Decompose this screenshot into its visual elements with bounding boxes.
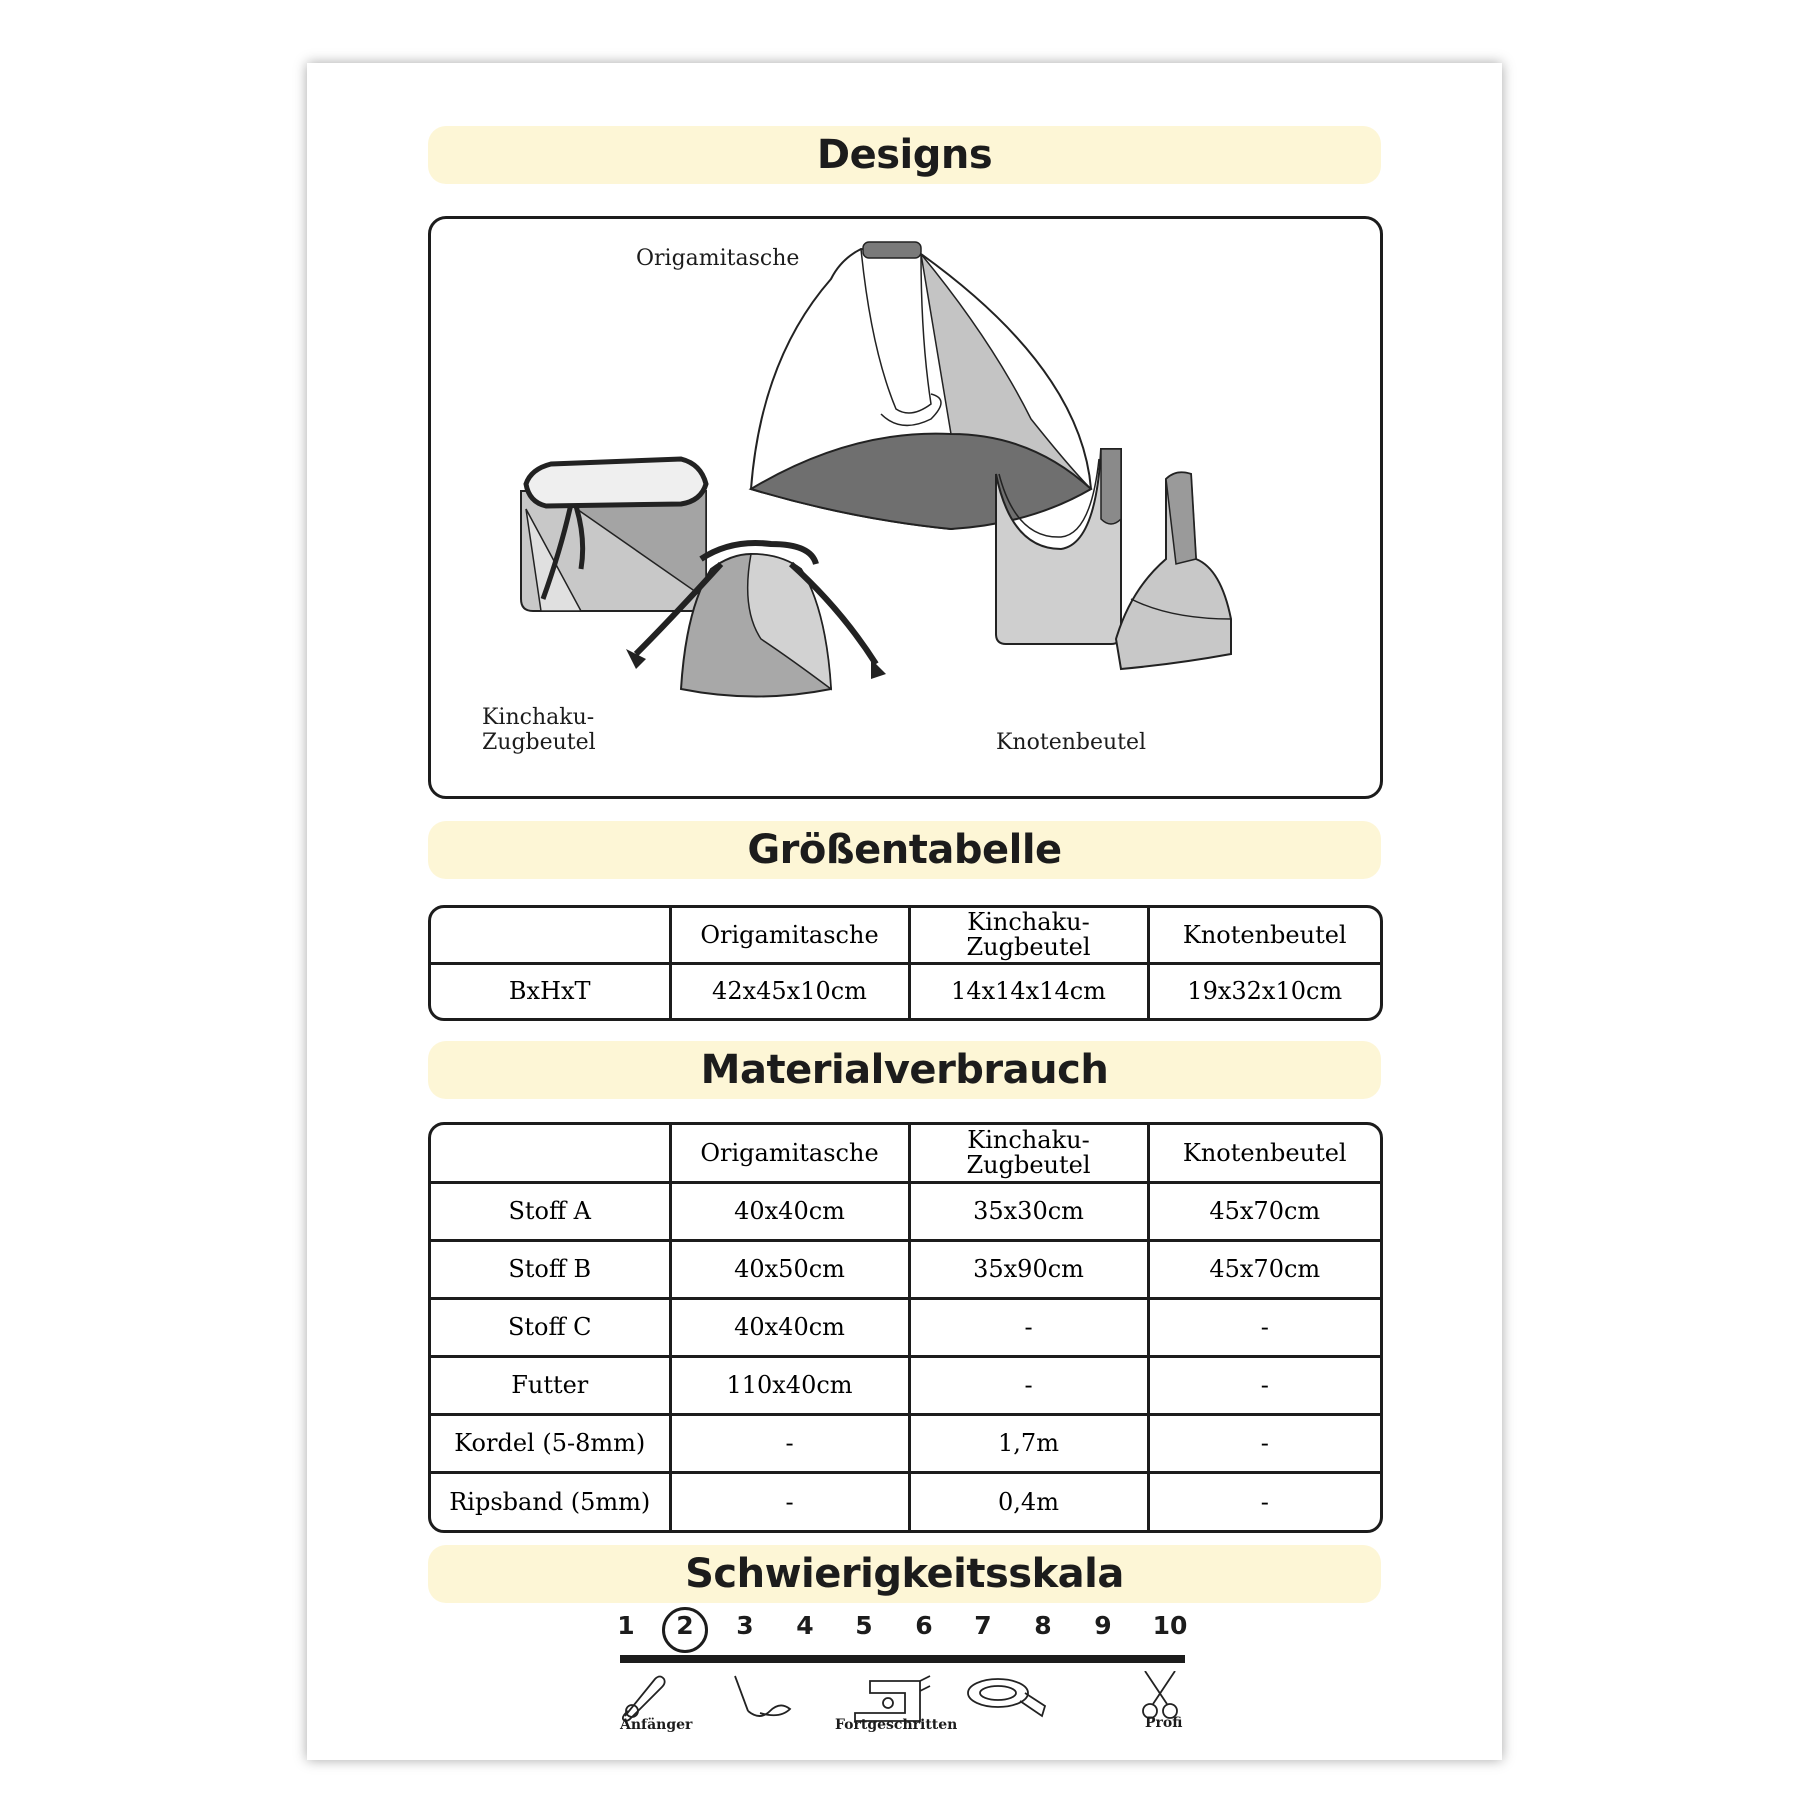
table-cell: 40x50cm	[670, 1240, 909, 1298]
size-table-heading: Größentabelle	[428, 821, 1381, 879]
table-cell: Ripsband (5mm)	[431, 1472, 670, 1530]
difficulty-bar	[620, 1655, 1185, 1663]
level-number: 5	[855, 1611, 873, 1640]
needle-thread-icon	[735, 1676, 790, 1716]
measuring-tape-icon	[968, 1679, 1045, 1716]
kinchaku-box-illustration	[521, 459, 706, 611]
table-cell: 35x30cm	[909, 1182, 1148, 1240]
table-row	[431, 1298, 1380, 1356]
table-cell: -	[1148, 1356, 1380, 1414]
table-cell: Stoff A	[431, 1182, 670, 1240]
header-cell: Origamitasche	[670, 1125, 909, 1182]
table-row	[431, 1240, 1380, 1298]
table-cell: -	[670, 1472, 909, 1530]
level-number: 4	[796, 1611, 814, 1640]
table-cell: 1,7m	[909, 1414, 1148, 1472]
safety-pin-icon	[623, 1677, 665, 1722]
origami-bag-illustration	[751, 242, 1091, 529]
level-number: 1	[617, 1611, 635, 1640]
label-knotenbeutel: Knotenbeutel	[996, 730, 1147, 755]
difficulty-scale	[617, 1611, 1190, 1733]
header-cell	[431, 908, 670, 963]
scissors-icon	[1143, 1671, 1177, 1718]
table-cell: -	[1148, 1298, 1380, 1356]
table-cell: -	[909, 1298, 1148, 1356]
sewing-machine-icon	[855, 1676, 930, 1721]
table-cell: 42x45x10cm	[670, 963, 909, 1018]
table-row	[431, 1414, 1380, 1472]
table-cell: -	[909, 1356, 1148, 1414]
table-cell: Futter	[431, 1356, 670, 1414]
table-row	[431, 1356, 1380, 1414]
level-number: 10	[1152, 1611, 1188, 1640]
table-row	[431, 1182, 1380, 1240]
header-line: Kinchaku-	[967, 1125, 1090, 1154]
size-table	[428, 905, 1383, 1021]
table-cell: Stoff B	[431, 1240, 670, 1298]
table-cell: 40x40cm	[670, 1182, 909, 1240]
table-cell: 35x90cm	[909, 1240, 1148, 1298]
label-kinchaku-line2: Zugbeutel	[482, 730, 596, 755]
header-cell	[431, 1125, 670, 1182]
header-cell: Knotenbeutel	[1148, 908, 1380, 963]
header-cell	[909, 908, 1148, 963]
table-cell: 0,4m	[909, 1472, 1148, 1530]
table-row	[431, 963, 1380, 1018]
table-cell: Kordel (5-8mm)	[431, 1414, 670, 1472]
material-heading: Materialverbrauch	[428, 1041, 1381, 1099]
table-cell: -	[1148, 1414, 1380, 1472]
level-number: 3	[736, 1611, 754, 1640]
table-cell: 45x70cm	[1148, 1240, 1380, 1298]
table-cell: 40x40cm	[670, 1298, 909, 1356]
table-cell: BxHxT	[431, 963, 670, 1018]
table-cell: -	[1260, 1487, 1269, 1516]
table-cell: 19x32x10cm	[1187, 977, 1343, 1006]
difficulty-heading: Schwierigkeitsskala	[428, 1545, 1381, 1603]
material-table	[428, 1122, 1383, 1533]
level-number: 2	[676, 1611, 694, 1640]
table-cell: 45x70cm	[1148, 1182, 1380, 1240]
label-advanced: Fortgeschritten	[835, 1717, 958, 1733]
material-table-header-row	[431, 1125, 1380, 1182]
table-cell: 110x40cm	[670, 1356, 909, 1414]
header-line: Kinchaku-	[967, 907, 1090, 936]
header-line: Zugbeutel	[966, 932, 1091, 961]
label-kinchaku-line1: Kinchaku-	[482, 705, 595, 730]
designs-heading: Designs	[428, 126, 1381, 184]
designs-illustration-box	[428, 216, 1383, 799]
table-cell: -	[670, 1414, 909, 1472]
level-number: 8	[1034, 1611, 1052, 1640]
pattern-page	[307, 63, 1502, 1760]
header-cell	[909, 1125, 1148, 1182]
label-beginner: Anfänger	[620, 1717, 693, 1733]
table-cell: 14x14x14cm	[909, 963, 1148, 1018]
header-cell: Knotenbeutel	[1148, 1125, 1380, 1182]
level-number: 6	[915, 1611, 933, 1640]
level-number: 9	[1094, 1611, 1112, 1640]
header-cell: Origamitasche	[670, 908, 909, 963]
size-table-header-row	[431, 908, 1380, 963]
header-line: Zugbeutel	[966, 1150, 1091, 1179]
table-row	[431, 1472, 1380, 1530]
label-origamitasche: Origamitasche	[636, 246, 800, 271]
level-number: 7	[974, 1611, 992, 1640]
label-pro: Profi	[1145, 1715, 1183, 1731]
table-cell: Stoff C	[431, 1298, 670, 1356]
